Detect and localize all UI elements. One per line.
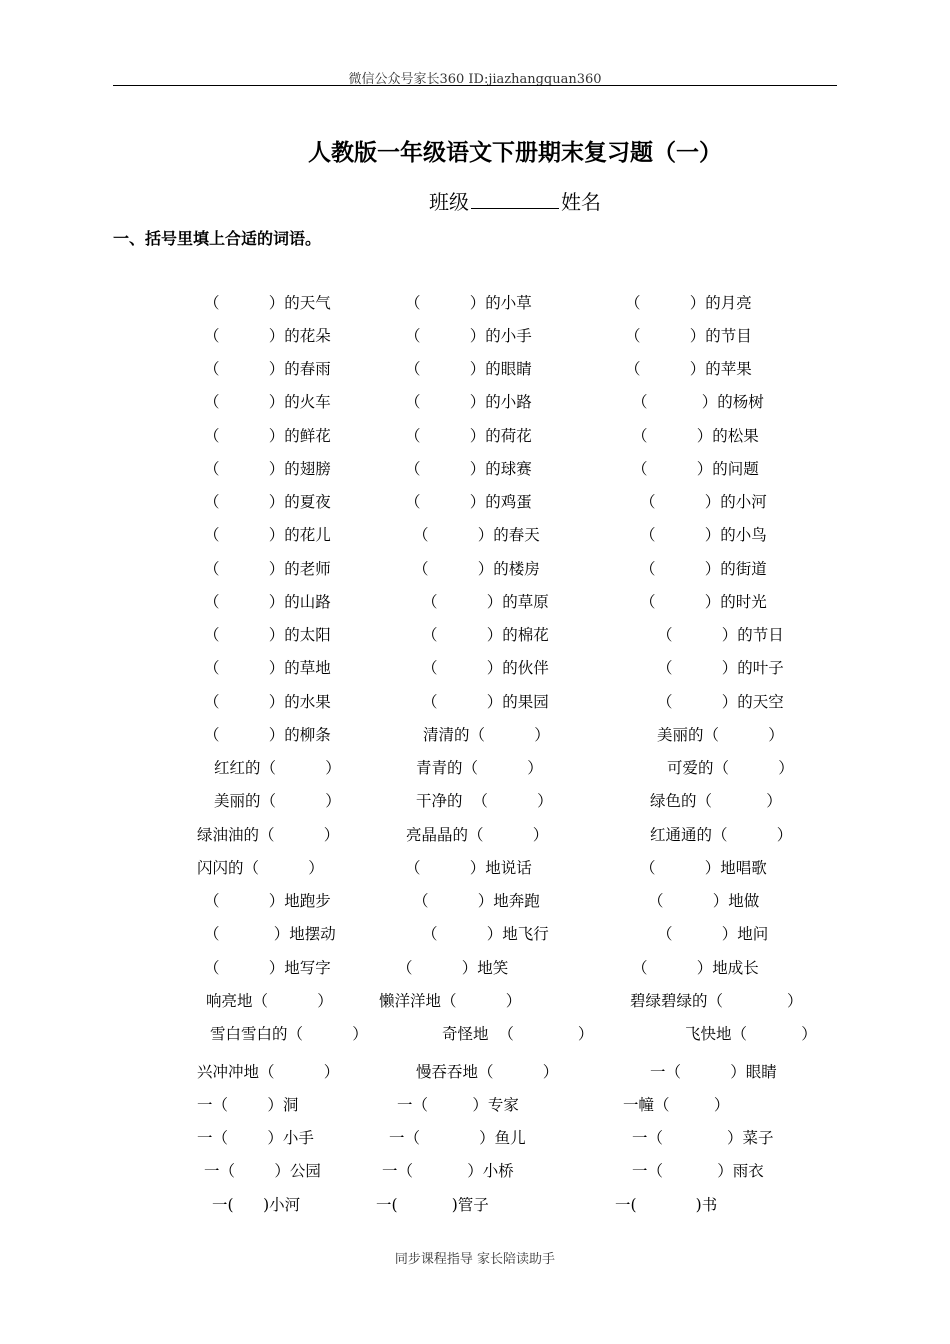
fill-in-item[interactable]: （ ）的杨树 [632,393,764,411]
fill-in-item[interactable]: 一（ ）小桥 [382,1162,514,1180]
fill-in-item[interactable]: （ ）地奔跑 [413,892,540,910]
fill-in-item[interactable]: （ ）的老师 [204,560,331,578]
fill-in-item[interactable]: （ ）的柳条 [204,726,331,744]
fill-in-item[interactable]: （ ）的问题 [632,460,759,478]
fill-in-item[interactable]: （ ）的眼睛 [405,360,532,378]
fill-in-item[interactable]: 一（ ）雨衣 [632,1162,764,1180]
fill-in-item[interactable]: （ ）地写字 [204,959,331,977]
fill-in-item[interactable]: 一幢（ ） [623,1096,730,1114]
fill-in-item[interactable]: 闪闪的（ ） [197,859,324,877]
fill-in-item[interactable]: 亮晶晶的（ ） [406,826,549,844]
page-title: 人教版一年级语文下册期末复习题（一） [308,140,722,166]
fill-in-item[interactable]: （ ）的小手 [405,327,532,345]
fill-in-item[interactable]: （ ）的火车 [204,393,331,411]
fill-in-item[interactable]: （ ）地问 [657,925,769,943]
fill-in-item[interactable]: （ ）的月亮 [625,294,752,312]
fill-in-item[interactable]: 响亮地（ ） [206,992,333,1010]
section-1-title: 一、括号里填上合适的词语。 [113,229,322,248]
fill-in-item[interactable]: （ ）地摆动 [204,925,336,943]
class-label: 班级 [429,190,469,214]
fill-in-item[interactable]: （ ）的棉花 [422,626,549,644]
fill-in-item[interactable]: （ ）的伙伴 [422,659,549,677]
class-blank[interactable] [471,190,559,209]
fill-in-item[interactable]: 红通通的（ ） [650,826,793,844]
fill-in-item[interactable]: 美丽的（ ） [657,726,784,744]
fill-in-item[interactable]: （ ）的夏夜 [204,493,331,511]
fill-in-item[interactable]: 一（ ）小手 [197,1129,314,1147]
fill-in-item[interactable]: 奇怪地 （ ） [442,1025,594,1043]
fill-in-item[interactable]: 一（ ）鱼儿 [389,1129,526,1147]
fill-in-item[interactable]: （ ）的翅膀 [204,460,331,478]
name-label: 姓名 [561,190,601,214]
fill-in-item[interactable]: （ ）的小路 [405,393,532,411]
header-divider [113,85,837,86]
fill-in-item[interactable]: （ ）的春雨 [204,360,331,378]
fill-in-item[interactable]: （ ）的山路 [204,593,331,611]
fill-in-item[interactable]: （ ）的小鸟 [640,526,767,544]
fill-in-item[interactable]: 一（ ）公园 [204,1162,321,1180]
fill-in-item[interactable]: 飞快地（ ） [685,1025,817,1043]
fill-in-item[interactable]: （ ）地做 [648,892,760,910]
fill-in-item[interactable]: （ ）的街道 [640,560,767,578]
fill-in-item[interactable]: 懒洋洋地（ ） [379,992,522,1010]
fill-in-item[interactable]: （ ）的水果 [204,693,331,711]
fill-in-item[interactable]: （ ）的春天 [413,526,540,544]
fill-in-item[interactable]: （ ）地跑步 [204,892,331,910]
fill-in-item[interactable]: （ ）的草地 [204,659,331,677]
fill-in-item[interactable]: 可爱的（ ） [667,759,794,777]
fill-in-item[interactable]: （ ）的楼房 [413,560,540,578]
fill-in-item[interactable]: （ ）的苹果 [625,360,752,378]
fill-in-item[interactable]: （ ）的花朵 [204,327,331,345]
fill-in-item[interactable]: 一（ ）菜子 [632,1129,774,1147]
fill-in-item[interactable]: 一（ ）专家 [397,1096,519,1114]
fill-in-item[interactable]: （ ）地唱歌 [640,859,767,877]
fill-in-item[interactable]: （ ）的太阳 [204,626,331,644]
fill-in-item[interactable]: 一( )书 [615,1196,718,1214]
page-header: 微信公众号家长360 ID:jiazhangquan360 [348,72,602,87]
fill-in-item[interactable]: 碧绿碧绿的（ ） [630,992,803,1010]
fill-in-item[interactable]: （ ）的节日 [657,626,784,644]
page-footer: 同步课程指导 家长陪读助手 [394,1252,556,1267]
fill-in-item[interactable]: （ ）的球赛 [405,460,532,478]
fill-in-item[interactable]: 一（ ）洞 [197,1096,299,1114]
fill-in-item[interactable]: （ ）地飞行 [422,925,549,943]
fill-in-item[interactable]: （ ）的鸡蛋 [405,493,532,511]
fill-in-item[interactable]: 慢吞吞地（ ） [416,1063,559,1081]
fill-in-item[interactable]: （ ）地笑 [397,959,509,977]
fill-in-item[interactable]: （ ）地成长 [632,959,759,977]
fill-in-item[interactable]: 青青的（ ） [416,759,543,777]
fill-in-item[interactable]: 兴冲冲地（ ） [197,1063,340,1081]
fill-in-item[interactable]: 干净的 （ ） [416,792,553,810]
fill-in-item[interactable]: （ ）的时光 [640,593,767,611]
fill-in-item[interactable]: 美丽的（ ） [214,792,341,810]
fill-in-item[interactable]: （ ）的天空 [657,693,784,711]
fill-in-item[interactable]: （ ）的花儿 [204,526,331,544]
fill-in-item[interactable]: （ ）的小河 [640,493,767,511]
fill-in-item[interactable]: 绿色的（ ） [650,792,782,810]
fill-in-item[interactable]: 一( )管子 [376,1196,489,1214]
fill-in-item[interactable]: （ ）的节目 [625,327,752,345]
fill-in-item[interactable]: （ ）的鲜花 [204,427,331,445]
fill-in-item[interactable]: （ ）的荷花 [405,427,532,445]
fill-in-item[interactable]: （ ）的果园 [422,693,549,711]
fill-in-item[interactable]: 一（ ）眼睛 [650,1063,777,1081]
fill-in-item[interactable]: 一( )小河 [212,1196,301,1214]
fill-in-item[interactable]: 绿油油的（ ） [197,826,340,844]
class-name-line [160,186,870,215]
fill-in-item[interactable]: （ ）的天气 [204,294,331,312]
fill-in-item[interactable]: （ ）的小草 [405,294,532,312]
fill-in-item[interactable]: 雪白雪白的（ ） [210,1025,368,1043]
fill-in-item[interactable]: （ ）的叶子 [657,659,784,677]
fill-in-item[interactable]: （ ）地说话 [405,859,532,877]
fill-in-item[interactable]: 红红的（ ） [214,759,341,777]
fill-in-item[interactable]: （ ）的松果 [632,427,759,445]
fill-in-item[interactable]: （ ）的草原 [422,593,549,611]
fill-in-item[interactable]: 清清的（ ） [423,726,550,744]
